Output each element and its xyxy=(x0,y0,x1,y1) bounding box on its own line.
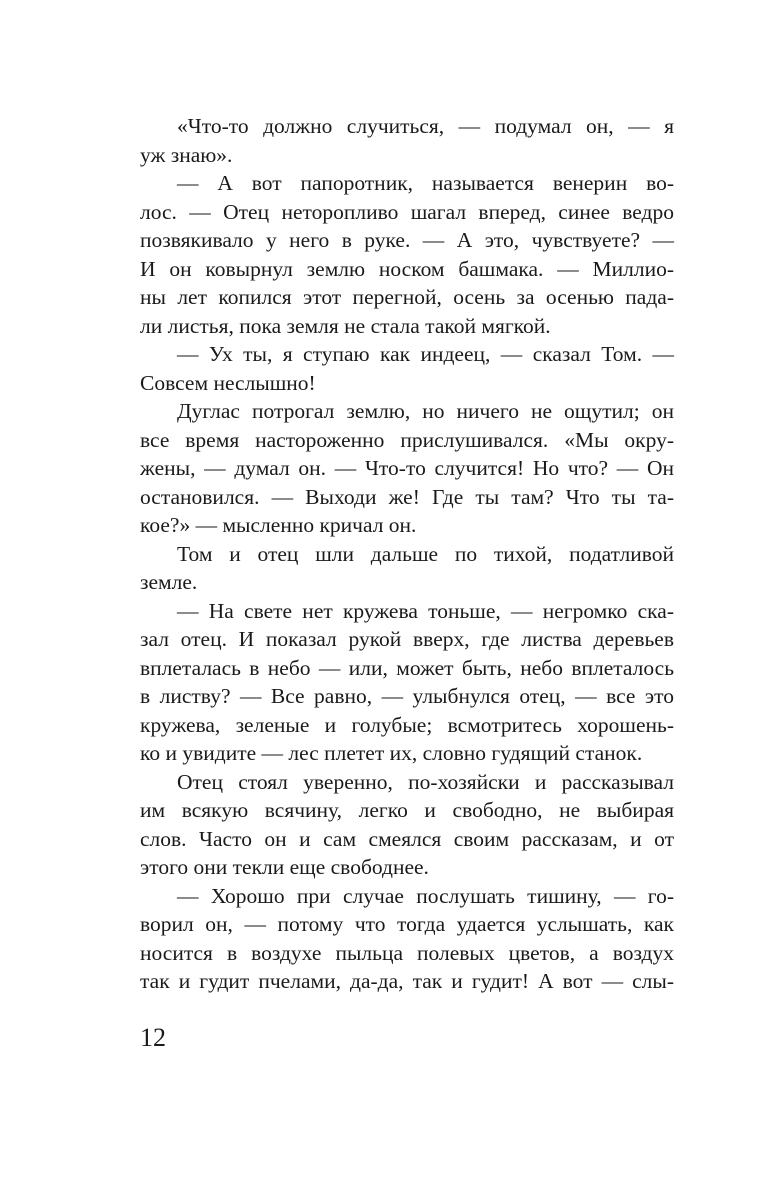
text-line: Том и отец шли дальше по тихой, податливой xyxy=(177,541,674,566)
text-line: — Ух ты, я ступаю как индеец, — сказал Том. — xyxy=(177,342,674,366)
text-line: им всякую всячину, легко и свободно, не выбирая xyxy=(140,798,674,822)
text-line: — Хорошо при случае послушать тишину, — го- xyxy=(177,883,674,908)
text-line: — А вот папоротник, называется венерин во- xyxy=(177,171,674,195)
text-line: Дуглас потрогал землю, но ничего не ощутил; он xyxy=(177,399,674,423)
text-line: кружева, зеленые и голубые; всмотритесь хорошень- xyxy=(140,712,674,737)
text-line: лос. — Отец неторопливо шагал вперед, синее ведро xyxy=(140,199,674,224)
text-line: носится в воздухе пыльца полевых цветов, а воздух xyxy=(140,940,674,965)
text-line: все время настороженно прислушивался. «Мы окру- xyxy=(140,427,674,452)
text-line: «Что-то должно случиться, — подумал он, — я xyxy=(177,114,674,138)
text-line: так и гудит пчелами, да-да, так и гудит! А вот — слы- xyxy=(140,969,674,993)
text-line: жены, — думал он. — Что-то случится! Но что? — Он xyxy=(140,456,674,480)
text-line: Совсем неслышно! xyxy=(140,370,316,395)
text-line: позвякивало у него в руке. — А это, чувствуете? — xyxy=(140,228,674,252)
text-line: в листву? — Все равно, — улыбнулся отец, — все это xyxy=(140,684,674,708)
text-line: этого они текли еще свободнее. xyxy=(140,855,429,879)
text-line: — На свете нет кружева тоньше, — негромко ска- xyxy=(177,598,674,623)
page-body-text xyxy=(140,112,674,996)
text-line: И он ковырнул землю носком башмака. — Миллио- xyxy=(140,256,674,281)
text-line: земле. xyxy=(140,570,198,594)
text-line: ворил он, — потому что тогда удается услышать, как xyxy=(140,912,674,936)
text-line: кое?» — мысленно кричал он. xyxy=(140,513,417,537)
text-line: ли листья, пока земля не стала такой мягкой. xyxy=(140,313,551,338)
text-line: слов. Часто он и сам смеялся своим рассказам, и от xyxy=(140,826,674,851)
text-line: вплеталась в небо — или, может быть, небо вплеталось xyxy=(140,655,674,680)
text-line: остановился. — Выходи же! Где ты там? Что ты та- xyxy=(140,484,674,509)
text-line: ко и увидите — лес плетет их, словно гудящий станок. xyxy=(140,741,643,765)
text-line: Отец стоял уверенно, по-хозяйски и рассказывал xyxy=(177,769,674,794)
page-number: 12 xyxy=(140,1023,166,1052)
text-line: уж знаю». xyxy=(140,142,233,167)
text-line: зал отец. И показал рукой вверх, где листва деревьев xyxy=(140,627,674,651)
text-line: ны лет копился этот перегной, осень за осенью пада- xyxy=(140,285,674,309)
